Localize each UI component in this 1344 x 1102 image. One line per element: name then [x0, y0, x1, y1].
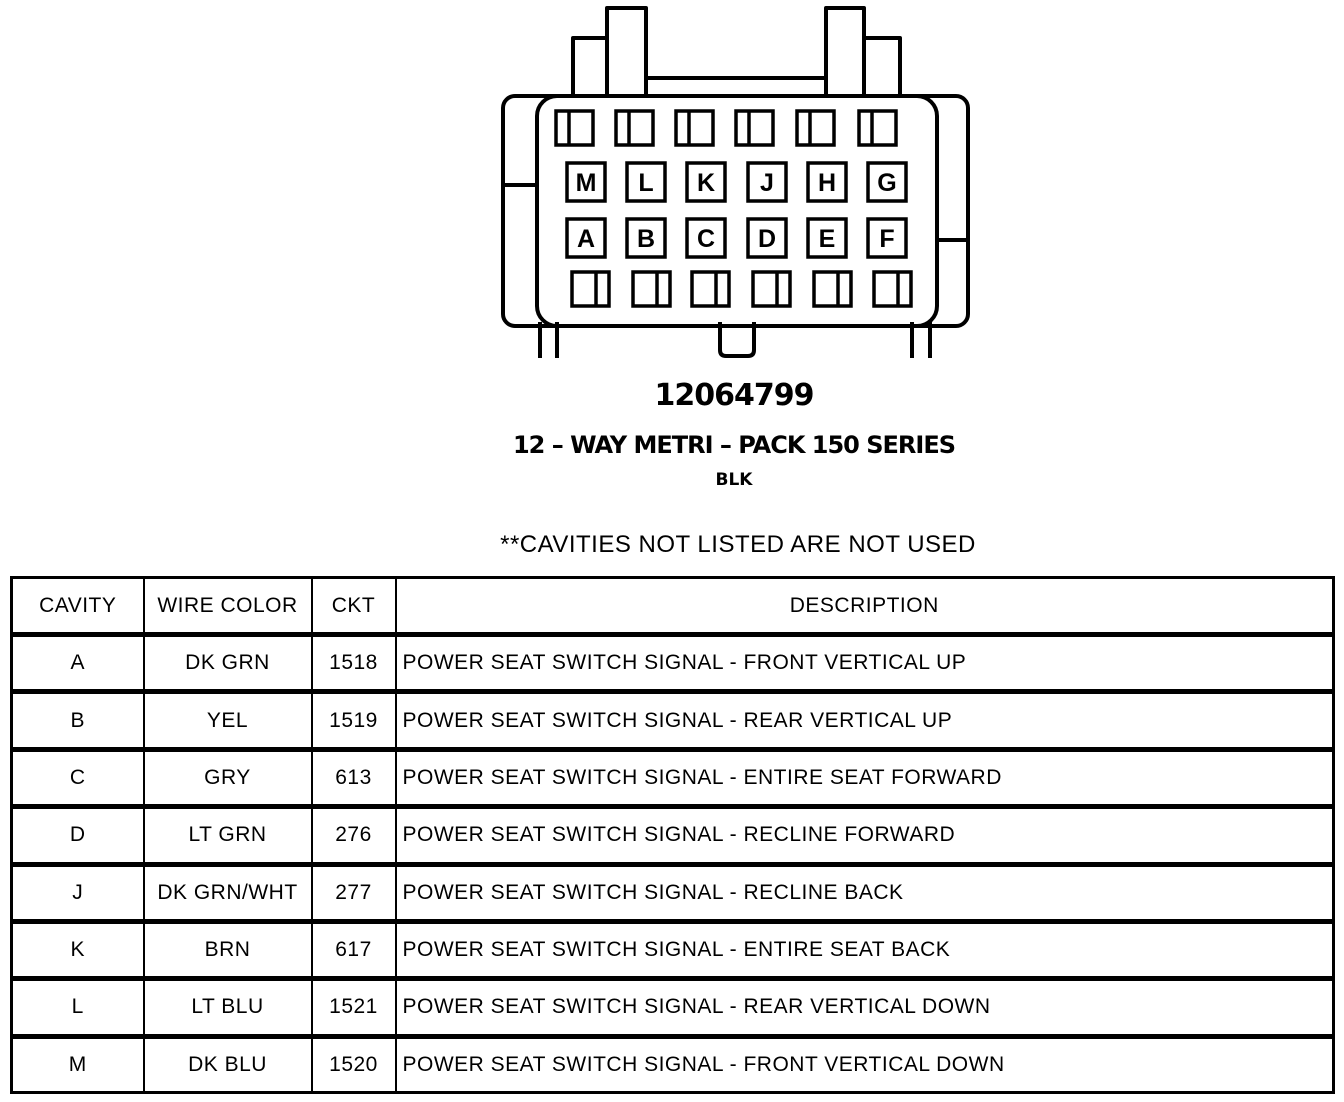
table-row [12, 749, 1334, 806]
table-row [12, 692, 1334, 749]
cell-description: POWER SEAT SWITCH SIGNAL - ENTIRE SEAT BACK [396, 921, 1334, 978]
left-lock-step [573, 38, 607, 96]
cell-description: POWER SEAT SWITCH SIGNAL - ENTIRE SEAT FORWARD [396, 749, 1334, 806]
connector-description: 12 – WAY METRI – PACK 150 SERIES [512, 431, 956, 459]
cavity-row-lower [567, 219, 906, 257]
cell-wire-color: BRN [144, 921, 312, 978]
cell-wire-color: YEL [144, 692, 312, 749]
cell-description: POWER SEAT SWITCH SIGNAL - RECLINE FORWARD [396, 807, 1334, 864]
svg-text:J: J [760, 169, 774, 197]
cell-description: POWER SEAT SWITCH SIGNAL - FRONT VERTICAL DOWN [402, 1052, 1005, 1076]
left-lock-tab [607, 8, 646, 96]
cell-cavity: J [12, 864, 144, 921]
cell-wire-color: LT GRN [144, 807, 312, 864]
top-terminal-row [556, 111, 896, 145]
svg-text:A: A [576, 225, 596, 253]
terminal-slot-top [676, 111, 713, 145]
cavity-D [748, 219, 786, 257]
terminal-slot-top [556, 111, 593, 145]
terminal-slot-top [616, 111, 653, 145]
terminal-slot-top [859, 111, 896, 145]
terminal-slot-bottom [753, 272, 790, 306]
cell-wire-color: GRY [144, 749, 312, 806]
cell-ckt: 1520 [312, 1036, 396, 1092]
cavity-B [627, 219, 665, 257]
cell-ckt: 1521 [312, 979, 396, 1036]
header-description: DESCRIPTION [396, 578, 1334, 635]
cell-cavity: K [12, 921, 144, 978]
cavity-A [567, 219, 605, 257]
terminal-slot-bottom [874, 272, 911, 306]
table-row [12, 864, 1334, 921]
terminal-slot-bottom [572, 272, 609, 306]
table-row [12, 979, 1334, 1036]
cavity-E [808, 219, 846, 257]
cavity-L [627, 163, 665, 201]
cell-wire-color: DK GRN [144, 635, 312, 692]
table-row [12, 635, 1334, 692]
cavity-F [868, 219, 906, 257]
cavity-K [687, 163, 725, 201]
right-lock-tab [826, 8, 864, 96]
cell-cavity: C [12, 749, 144, 806]
svg-text:C: C [696, 225, 716, 253]
header-ckt: CKT [312, 578, 396, 635]
cavity-C [687, 219, 725, 257]
cell-cavity: M [12, 1036, 144, 1092]
cell-cavity: A [12, 635, 144, 692]
svg-text:D: D [757, 225, 777, 253]
cavity-M [567, 163, 605, 201]
table-row [12, 921, 1334, 978]
terminal-slot-bottom [814, 272, 851, 306]
cavity-H [808, 163, 846, 201]
unused-cavities-note: **CAVITIES NOT LISTED ARE NOT USED [500, 531, 976, 558]
connector-color: BLK [715, 470, 753, 490]
cell-cavity: B [12, 692, 144, 749]
svg-text:M: M [575, 169, 597, 197]
cell-description: POWER SEAT SWITCH SIGNAL - REAR VERTICAL DOWN [396, 979, 1334, 1036]
svg-text:L: L [638, 169, 654, 197]
svg-text:H: H [817, 169, 837, 197]
connector-face-diagram [0, 0, 1344, 370]
header-wire-color: WIRE COLOR [144, 578, 312, 635]
cavity-G [868, 163, 906, 201]
cell-cavity: L [12, 979, 144, 1036]
svg-text:G: G [877, 169, 897, 197]
terminal-slot-bottom [692, 272, 729, 306]
terminal-slot-top [736, 111, 773, 145]
cell-wire-color: LT BLU [144, 979, 312, 1036]
terminal-slot-bottom [633, 272, 670, 306]
cell-wire-color: DK GRN/WHT [144, 864, 312, 921]
cell-ckt: 1519 [312, 692, 396, 749]
table-header-row [12, 578, 1334, 635]
pinout-table [10, 576, 1335, 1094]
svg-text:F: F [879, 225, 895, 253]
cell-description: POWER SEAT SWITCH SIGNAL - REAR VERTICAL UP [396, 692, 1334, 749]
svg-text:B: B [636, 225, 656, 253]
svg-text:K: K [696, 169, 716, 197]
terminal-slot-top [797, 111, 834, 145]
bottom-terminal-row [572, 272, 911, 306]
cell-description: POWER SEAT SWITCH SIGNAL - RECLINE BACK [396, 864, 1334, 921]
cell-description: POWER SEAT SWITCH SIGNAL - FRONT VERTICAL UP [396, 635, 1334, 692]
table-row [12, 1036, 1334, 1092]
header-cavity: CAVITY [12, 578, 144, 635]
cell-ckt: 1518 [312, 635, 396, 692]
cell-cavity: D [12, 807, 144, 864]
cell-ckt: 276 [312, 807, 396, 864]
cell-ckt: 277 [312, 864, 396, 921]
cavity-J [748, 163, 786, 201]
cell-ckt: 617 [312, 921, 396, 978]
cell-ckt: 613 [312, 749, 396, 806]
part-number: 12064799 [654, 378, 814, 413]
svg-text:E: E [818, 225, 836, 253]
table-row [12, 807, 1334, 864]
right-lock-step [864, 38, 900, 96]
cavity-row-upper [567, 163, 906, 201]
cell-wire-color: DK BLU [144, 1036, 312, 1092]
